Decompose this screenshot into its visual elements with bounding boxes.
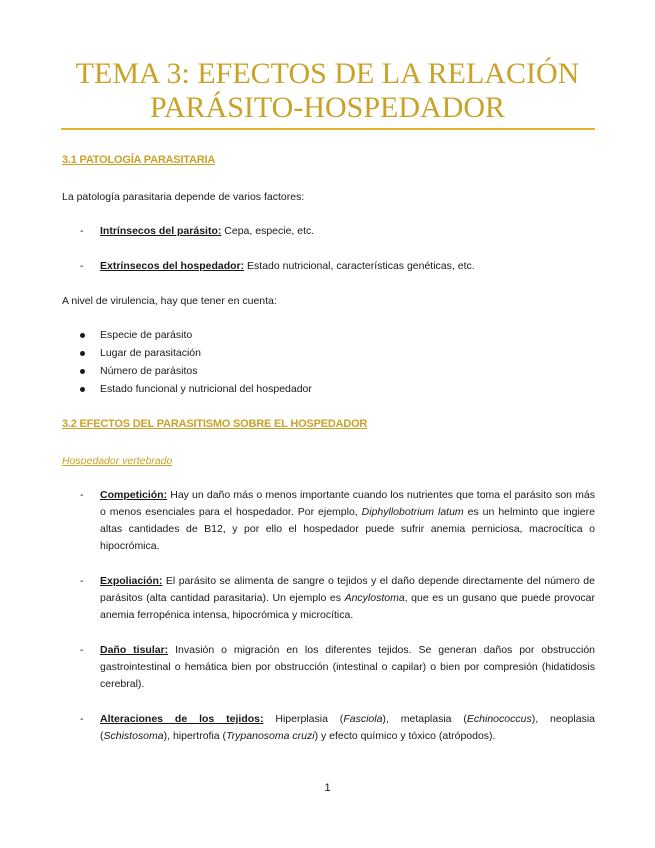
list-item-competicion: - Competición: Hay un daño más o menos importante cuando los nutrientes que toma el parásito son más o menos esenciales para el hospedador. Por ejemplo, Diphyllobotrium latum es un helminto que ingiere altas cantidades de B12, y por ello el hospedador puede sufrir anemia perniciosa, macrocítica o hipocrómica. [80, 489, 595, 552]
text-extrinsecos: Estado nutricional, características genéticas, etc. [244, 260, 475, 272]
bullet-icon [80, 387, 85, 392]
dash-marker: - [80, 713, 84, 725]
bullet-item: Especie de parásito [80, 327, 192, 344]
bullet-item: Número de parásitos [80, 363, 197, 380]
dash-marker: - [80, 575, 84, 587]
dash-marker: - [80, 225, 84, 237]
list-item-intrinsecos [80, 223, 595, 240]
list-item-expoliacion: - Expoliación: El parásito se alimenta de sangre o tejidos y el daño depende directamente del número de parásitos (alta cantidad parasitaria). Un ejemplo es Ancylostoma, que es un gusano que puede provocar anemia ferropénica intensa, hipocrómica y microcítica. [80, 575, 595, 621]
page-title-line2: PARÁSITO-HOSPEDADOR [149, 91, 506, 124]
bullet-item: Lugar de parasitación [80, 345, 201, 362]
page-number: 1 [324, 782, 331, 794]
dash-marker: - [80, 260, 84, 272]
term-expoliacion: Expoliación: [100, 575, 163, 587]
section-heading-patologia: 3.1 PATOLOGÍA PARASITARIA [62, 154, 216, 166]
title-divider [61, 128, 595, 130]
dash-marker: - [80, 644, 84, 656]
list-item-dano-tisular: - Daño tisular: Invasión o migración en los diferentes tejidos. Se generan daños por obstrucción gastrointestinal o hemática bien por obstrucción (intestinal o capilar) o bien por compresión (hidatidosis cerebral). [80, 644, 595, 690]
subheading-hospedador-vertebrado: Hospedador vertebrado [62, 455, 173, 467]
term-competicion: Competición: [100, 489, 168, 501]
text-intrinsecos: Cepa, especie, etc. [221, 225, 315, 237]
bullet-icon [80, 351, 85, 356]
bullet-icon [80, 369, 85, 374]
dash-marker: - [80, 489, 84, 501]
list-item-alteraciones: - Alteraciones de los tejidos: Hiperplasia (Fasciola), metaplasia (Echinococcus), neoplasia (Schistosoma), hipertrofia (Trypanosoma cruzi) y efecto químico y tóxico (atrópodos). [80, 713, 595, 742]
term-dano-tisular: Daño tisular: [100, 644, 169, 656]
intro-paragraph: La patología parasitaria depende de varios factores: [62, 191, 305, 203]
term-intrinsecos: Intrínsecos del parásito: [100, 225, 222, 237]
bullet-icon [80, 333, 85, 338]
term-alteraciones: Alteraciones de los tejidos: [100, 713, 264, 725]
bullet-item: Estado funcional y nutricional del hospedador [80, 381, 312, 398]
section-heading-efectos: 3.2 EFECTOS DEL PARASITISMO SOBRE EL HOSPEDADOR [62, 418, 368, 430]
page-title-line1: TEMA 3: EFECTOS DE LA RELACIÓN [75, 57, 580, 90]
virulence-paragraph: A nivel de virulencia, hay que tener en cuenta: [62, 295, 277, 307]
list-item-extrinsecos [80, 258, 595, 275]
term-extrinsecos: Extrínsecos del hospedador: [100, 260, 245, 272]
